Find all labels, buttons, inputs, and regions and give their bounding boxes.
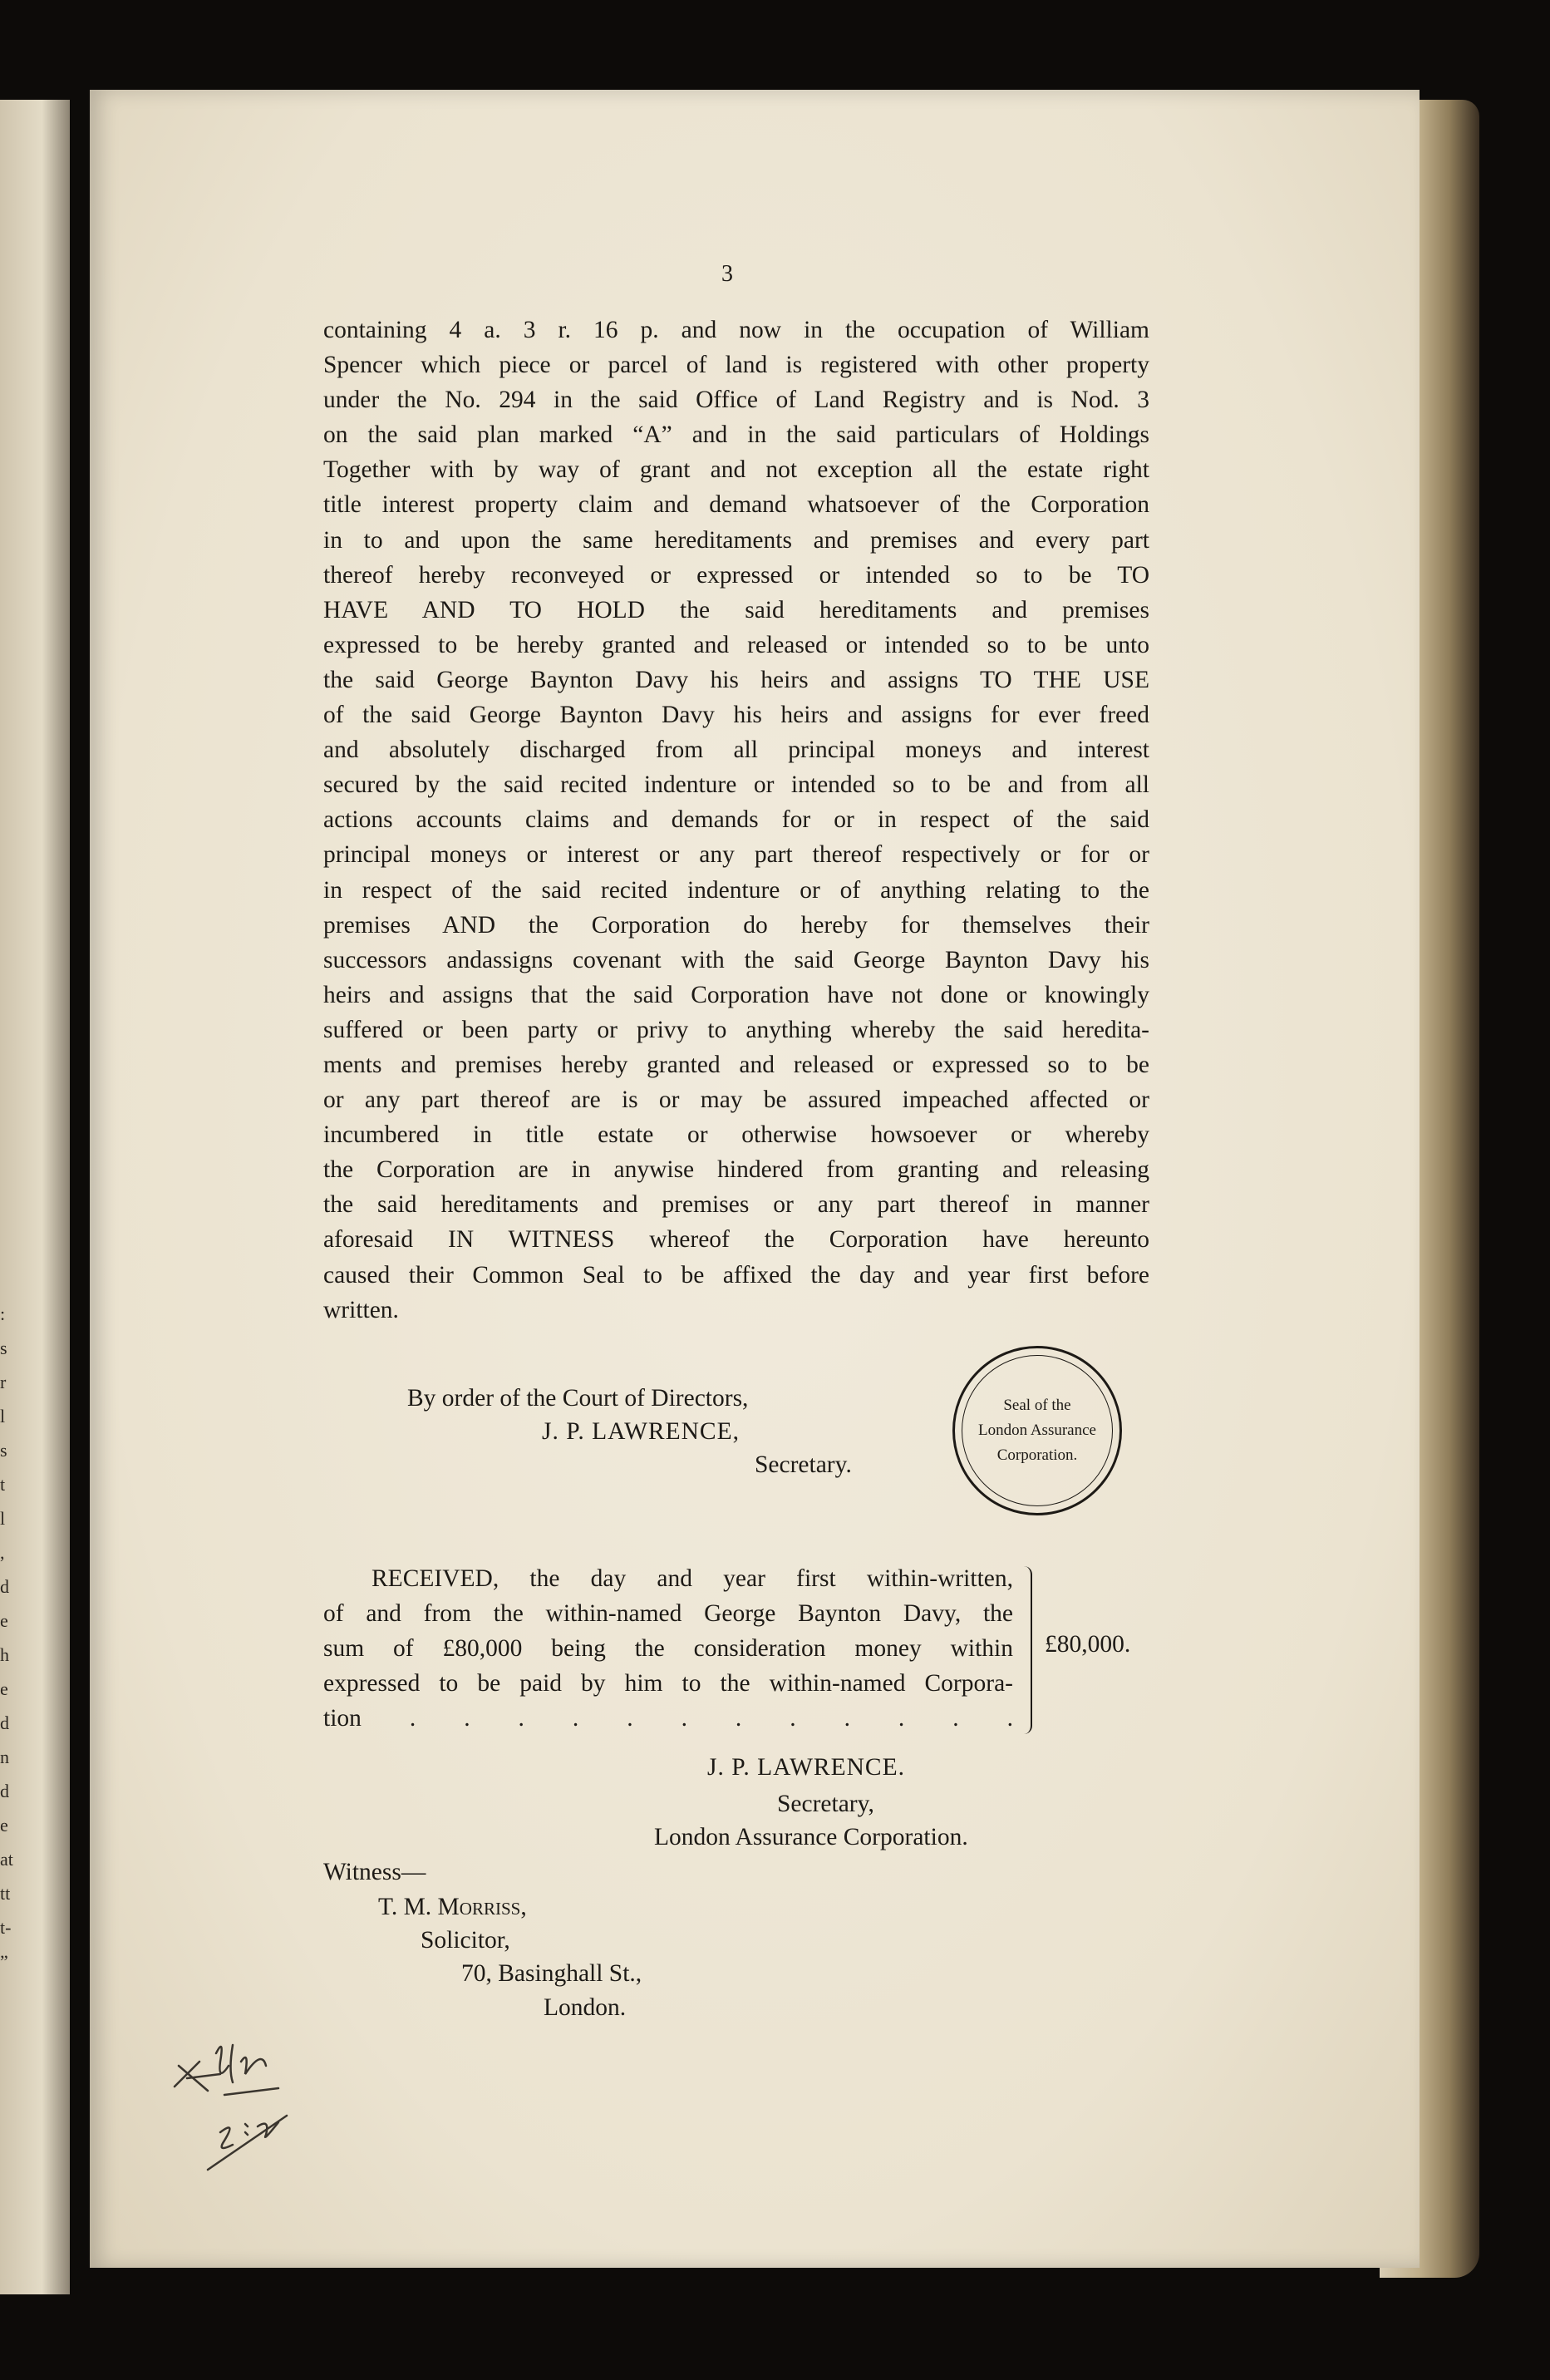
body-line: of the said George Baynton Davy his heirs and assigns for ever freed <box>323 702 1149 729</box>
receipt-brace <box>1019 1566 1032 1734</box>
body-line: and absolutely discharged from all principal moneys and interest <box>323 737 1149 764</box>
body-line: premises AND the Corporation do hereby for themselves their <box>323 911 1149 939</box>
receipt-paragraph <box>323 1561 1013 1736</box>
body-line: title interest property claim and demand whatsoever of the Corporation <box>323 491 1149 519</box>
body-line: written. <box>323 1296 399 1323</box>
facing-page-fragment: n <box>0 1747 9 1767</box>
facing-page-fragment: d <box>0 1781 9 1801</box>
receipt-signer-name: J. P. LAWRENCE. <box>707 1754 905 1781</box>
receipt-line: RECEIVED, the day and year first within-written, <box>372 1565 1013 1592</box>
facing-page-fragment: , <box>0 1542 5 1563</box>
body-line: the said hereditaments and premises or any part thereof in manner <box>323 1191 1149 1219</box>
facing-page-text-fragments <box>0 1297 25 1978</box>
receipt-signer-org: London Assurance Corporation. <box>654 1824 968 1850</box>
facing-page-fragment: e <box>0 1610 8 1631</box>
facing-page-fragment: d <box>0 1712 9 1733</box>
body-line: successors andassigns covenant with the said George Baynton Davy his <box>323 946 1149 973</box>
body-line: Spencer which piece or parcel of land is registered with other property <box>323 352 1149 379</box>
body-line: containing 4 a. 3 r. 16 p. and now in the occupation of William <box>323 317 1149 343</box>
facing-page-fragment: d <box>0 1576 9 1597</box>
facing-page-fragment: ” <box>0 1951 8 1972</box>
body-line: Together with by way of grant and not exception all the estate right <box>323 456 1149 484</box>
receipt-signer-title: Secretary, <box>777 1791 874 1817</box>
seal-text-line: London Assurance <box>978 1422 1096 1439</box>
attestation-title: Secretary. <box>755 1451 852 1478</box>
witness-name: T. M. Morriss, <box>378 1894 527 1920</box>
body-line: the said George Baynton Davy his heirs and assigns TO THE USE <box>323 666 1149 693</box>
body-line: heirs and assigns that the said Corporation have not done or knowingly <box>323 981 1149 1008</box>
facing-page-fragment: tt <box>0 1883 11 1904</box>
facing-page-fragment: l <box>0 1508 6 1529</box>
body-line: thereof hereby reconveyed or expressed or intended so to be TO <box>323 561 1149 589</box>
seal-text-line: Seal of the <box>1003 1397 1071 1414</box>
body-line: or any part thereof are is or may be assured impeached affected or <box>323 1087 1149 1114</box>
facing-page-fragment: t <box>0 1474 6 1495</box>
facing-page-fragment: : <box>0 1303 6 1324</box>
body-line: ments and premises hereby granted and released or expressed so to be <box>323 1051 1149 1078</box>
attestation-by-order: By order of the Court of Directors, <box>407 1385 749 1412</box>
corporation-seal <box>952 1346 1122 1515</box>
receipt-line: sum of £80,000 being the consideration money within <box>323 1635 1013 1662</box>
witness-address: 70, Basinghall St., <box>461 1960 642 1987</box>
facing-page-fragment: h <box>0 1644 9 1665</box>
deed-body-text <box>323 313 1149 1328</box>
body-line: incumbered in title estate or otherwise howsoever or whereby <box>323 1121 1149 1149</box>
body-line: in respect of the said recited indenture or of anything relating to the <box>323 876 1149 904</box>
facing-page-fragment: t- <box>0 1917 12 1938</box>
facing-page-fragment: r <box>0 1372 7 1392</box>
body-line: in to and upon the same hereditaments and premises and every part <box>323 526 1149 554</box>
witness-role: Solicitor, <box>421 1927 510 1954</box>
witness-city: London. <box>544 1994 627 2021</box>
facing-page-fragment: at <box>0 1849 13 1870</box>
body-line: under the No. 294 in the said Office of Land Registry and is Nod. 3 <box>323 387 1149 414</box>
seal-text-line: Corporation. <box>996 1446 1078 1464</box>
facing-page-fragment: l <box>0 1406 6 1427</box>
body-line: the Corporation are in anywise hindered from granting and releasing <box>323 1156 1149 1184</box>
attestation-name: J. P. LAWRENCE, <box>542 1418 740 1445</box>
receipt-line: of and from the within-named George Baynton Davy, the <box>323 1600 1013 1627</box>
body-line: aforesaid IN WITNESS whereof the Corporation have hereunto <box>323 1226 1149 1254</box>
body-line: expressed to be hereby granted and released or intended so to be unto <box>323 631 1149 658</box>
receipt-line: expressed to be paid by him to the within-named Corpora- <box>323 1670 1013 1697</box>
body-line: HAVE AND TO HOLD the said hereditaments and premises <box>323 596 1149 623</box>
body-line: actions accounts claims and demands for or in respect of the said <box>323 806 1149 834</box>
facing-page-fragment: s <box>0 1338 7 1358</box>
facing-page-fragment: s <box>0 1440 7 1461</box>
handwritten-pencil-note <box>162 2028 312 2195</box>
receipt-line: tion . . . . . . . . . . . . <box>323 1705 1013 1732</box>
witness-label: Witness— <box>323 1859 426 1885</box>
body-line: caused their Common Seal to be affixed the day and year first before <box>323 1261 1149 1289</box>
facing-page-fragment: e <box>0 1815 8 1836</box>
receipt-amount: £80,000. <box>1045 1631 1131 1658</box>
page-number: 3 <box>721 261 733 287</box>
body-line: suffered or been party or privy to anything whereby the said heredita- <box>323 1016 1149 1043</box>
facing-page-fragment: e <box>0 1678 8 1699</box>
body-line: principal moneys or interest or any part thereof respectively or for or <box>323 841 1149 869</box>
body-line: on the said plan marked “A” and in the said particulars of Holdings <box>323 421 1149 449</box>
body-line: secured by the said recited indenture or intended so to be and from all <box>323 771 1149 799</box>
